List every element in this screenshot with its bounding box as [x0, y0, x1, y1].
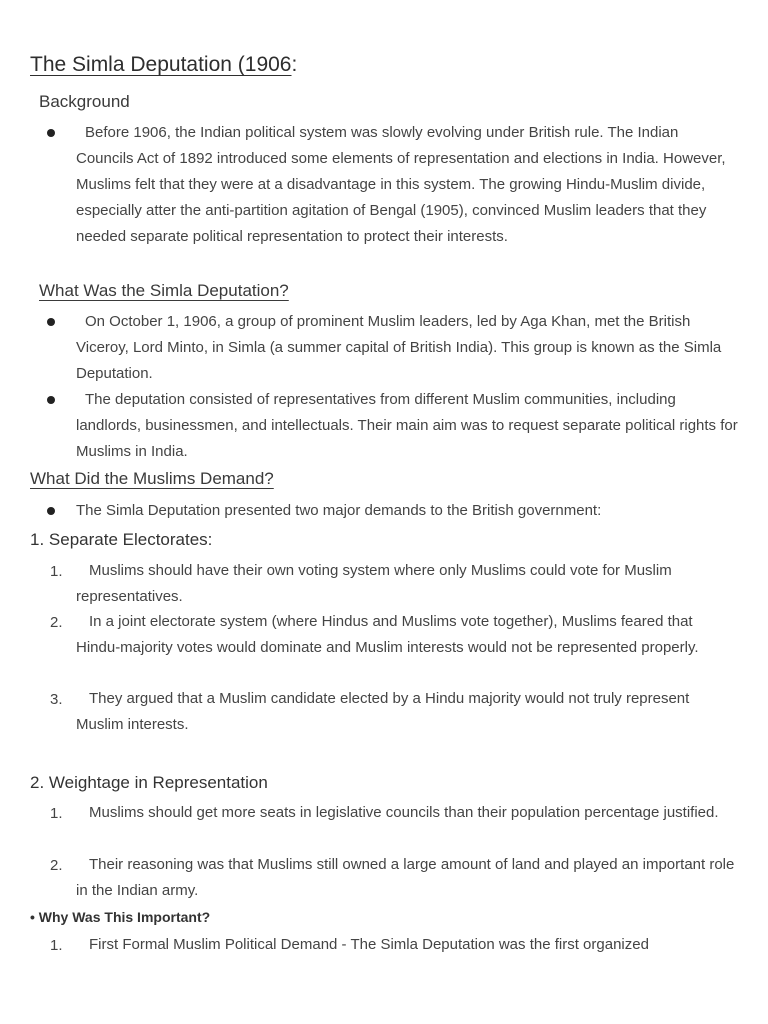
section-heading-background: Background [39, 92, 130, 111]
paragraph-demand-intro: The Simla Deputation presented two major demands to the British government: [76, 502, 602, 519]
list-item-weightage-1: Muslims should get more seats in legislative councils than their population percentage justified. [89, 804, 719, 821]
list-number: 1. [50, 937, 63, 954]
list-number: 1. [50, 563, 63, 580]
bullet-icon [47, 129, 55, 137]
paragraph-what-was-1: On October 1, 1906, a group of prominent Muslim leaders, led by Aga Khan, met the British Viceroy, Lord Minto, in Simla (a summer capital of British India). This group is known as the Simla Deputation. [76, 313, 722, 382]
list-number: 2. [50, 614, 63, 631]
list-item-weightage-2: Their reasoning was that Muslims still owned a large amount of land and played an important role in the Indian army. [76, 856, 735, 899]
paragraph-what-was-2: The deputation consisted of representatives from different Muslim communities, including landlords, businessmen, and intellectuals. Their main aim was to request separate political rights for Muslims in India. [76, 391, 738, 460]
paragraph-background: Before 1906, the Indian political system was slowly evolving under British rule. The Indian Councils Act of 1892 introduced some elements of representation and elections in India. However, Muslims felt that they were at a disadvantage in this system. The growing Hindu-Muslim divide, especially atter the anti-partition agitation of Bengal (1905), convinced Muslim leaders that they needed separate political representation to protect their interests. [76, 124, 726, 245]
section-heading-weightage: 2. Weightage in Representation [30, 773, 268, 792]
bullet-icon [47, 507, 55, 515]
section-heading-separate-electorates: 1. Separate Electorates: [30, 530, 213, 549]
bullet-icon [47, 318, 55, 326]
list-number: 1. [50, 805, 63, 822]
section-heading-importance: • Why Was This Important? [30, 909, 211, 925]
list-number: 3. [50, 691, 63, 708]
page-title: The Simla Deputation (1906: [30, 53, 298, 76]
section-heading-what-was: What Was the Simla Deputation? [39, 281, 289, 300]
list-item-electorates-1: Muslims should have their own voting system where only Muslims could vote for Muslim representatives. [76, 562, 672, 605]
bullet-icon [47, 396, 55, 404]
list-item-importance-1: First Formal Muslim Political Demand - The Simla Deputation was the first organized [89, 936, 649, 953]
list-item-electorates-2: In a joint electorate system (where Hindus and Muslims vote together), Muslims feared that Hindu-majority votes would dominate and Muslim interests would not be represented properly. [76, 613, 699, 656]
section-heading-demand: What Did the Muslims Demand? [30, 469, 274, 488]
list-item-electorates-3: They argued that a Muslim candidate elected by a Hindu majority would not truly represent Muslim interests. [76, 690, 690, 733]
list-number: 2. [50, 857, 63, 874]
